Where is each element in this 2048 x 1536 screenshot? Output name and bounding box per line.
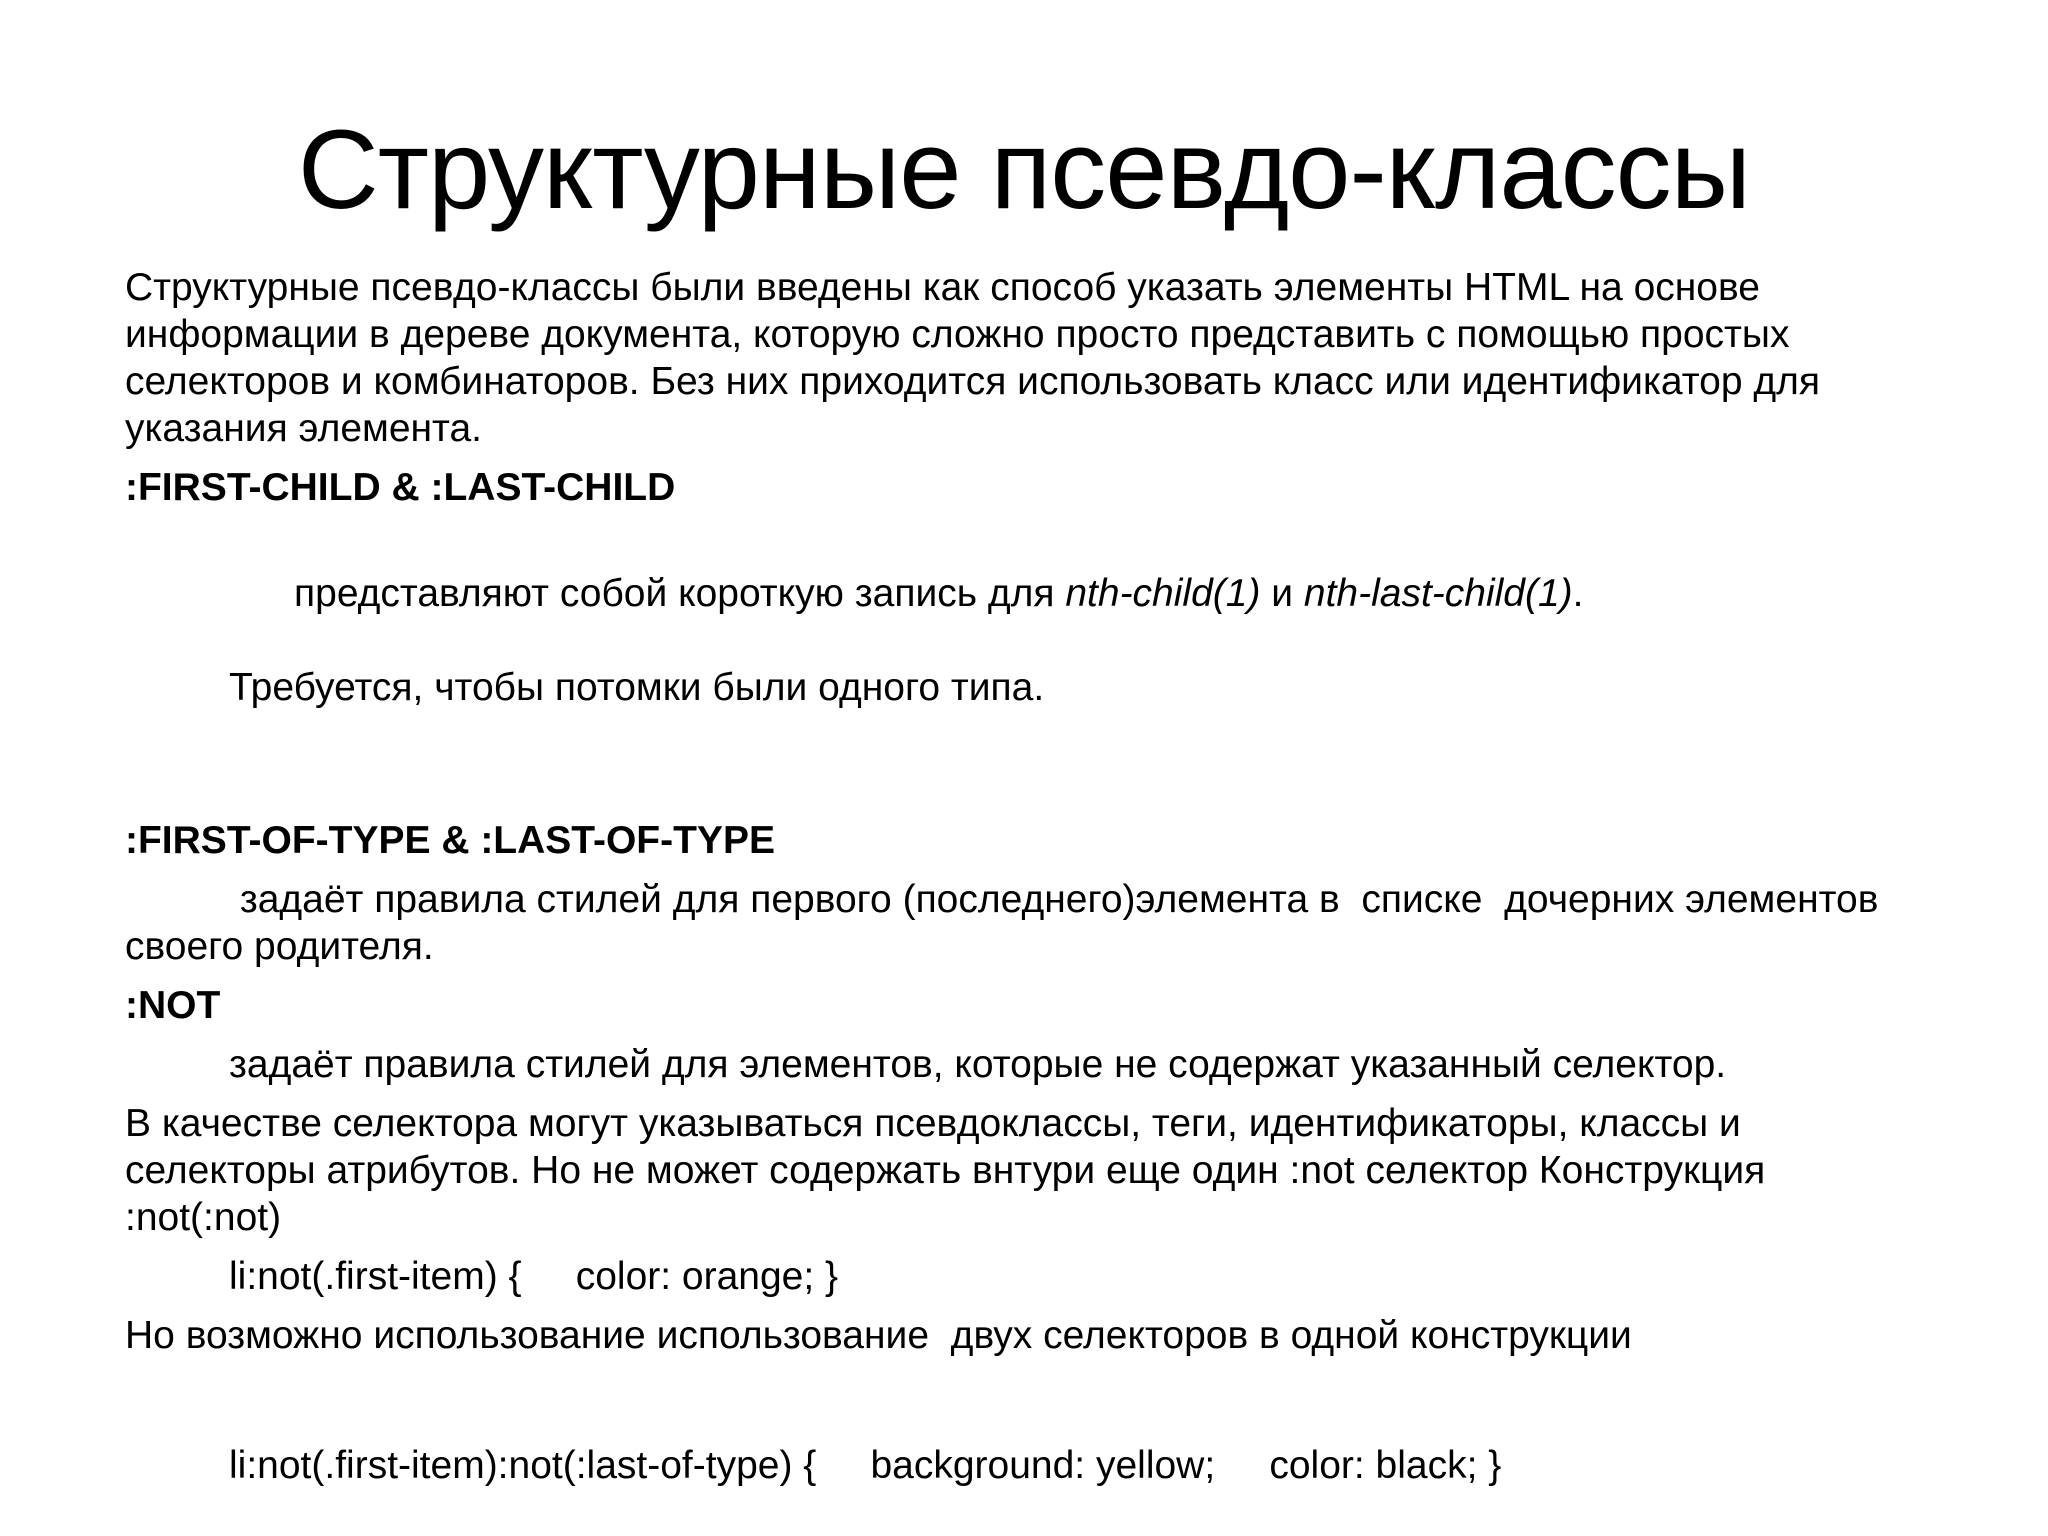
- first-child-text-before: представляют собой короткую запись для: [294, 572, 1066, 615]
- first-child-text-mid: и: [1260, 572, 1304, 615]
- first-child-line2: Требуется, чтобы потомки были одного типа.: [229, 666, 1045, 709]
- first-child-heading: :FIRST-CHILD & :LAST-CHILD: [125, 466, 676, 509]
- not-note: В качестве селектора могут указываться псевдоклассы, теги, идентификаторы, классы и селекторы атрибутов. Но не может содержать внтури еще один :not селектор Конструкция :not(:not): [125, 1102, 1777, 1239]
- slide-title: Структурные псевдо-классы: [297, 107, 1751, 232]
- not-heading: :NOT: [125, 984, 221, 1027]
- first-child-code-nth-child: nth-child(1): [1065, 572, 1261, 615]
- first-child-description: [125, 523, 1965, 805]
- not-example-1: li:not(.first-item) { color: orange; }: [229, 1255, 839, 1298]
- first-of-type-description: задаёт правила стилей для первого (последнего)элемента в списке дочерних элементов своего родителя.: [125, 878, 1890, 968]
- not-example-2: li:not(.first-item):not(:last-of-type) { background: yellow; color: black; }: [229, 1444, 1502, 1487]
- slide-content: [125, 264, 1965, 1489]
- first-of-type-heading: :FIRST-OF-TYPE & :LAST-OF-TYPE: [125, 819, 775, 862]
- not-description: задаёт правила стилей для элементов, которые не содержат указанный селектор.: [229, 1043, 1727, 1086]
- first-child-text-after: .: [1572, 572, 1584, 615]
- intro-paragraph: Структурные псевдо-классы были введены как способ указать элементы HTML на основе информации в дереве документа, которую сложно просто представить с помощью простых селекторов и комбинаторов. Без них приходится использовать класс или идентификатор для указания элемента.: [125, 266, 1831, 450]
- first-child-code-nth-last-child: nth-last-child(1): [1303, 572, 1573, 615]
- not-combo-note: Но возможно использование использование двух селекторов в одной конструкции: [125, 1314, 1632, 1357]
